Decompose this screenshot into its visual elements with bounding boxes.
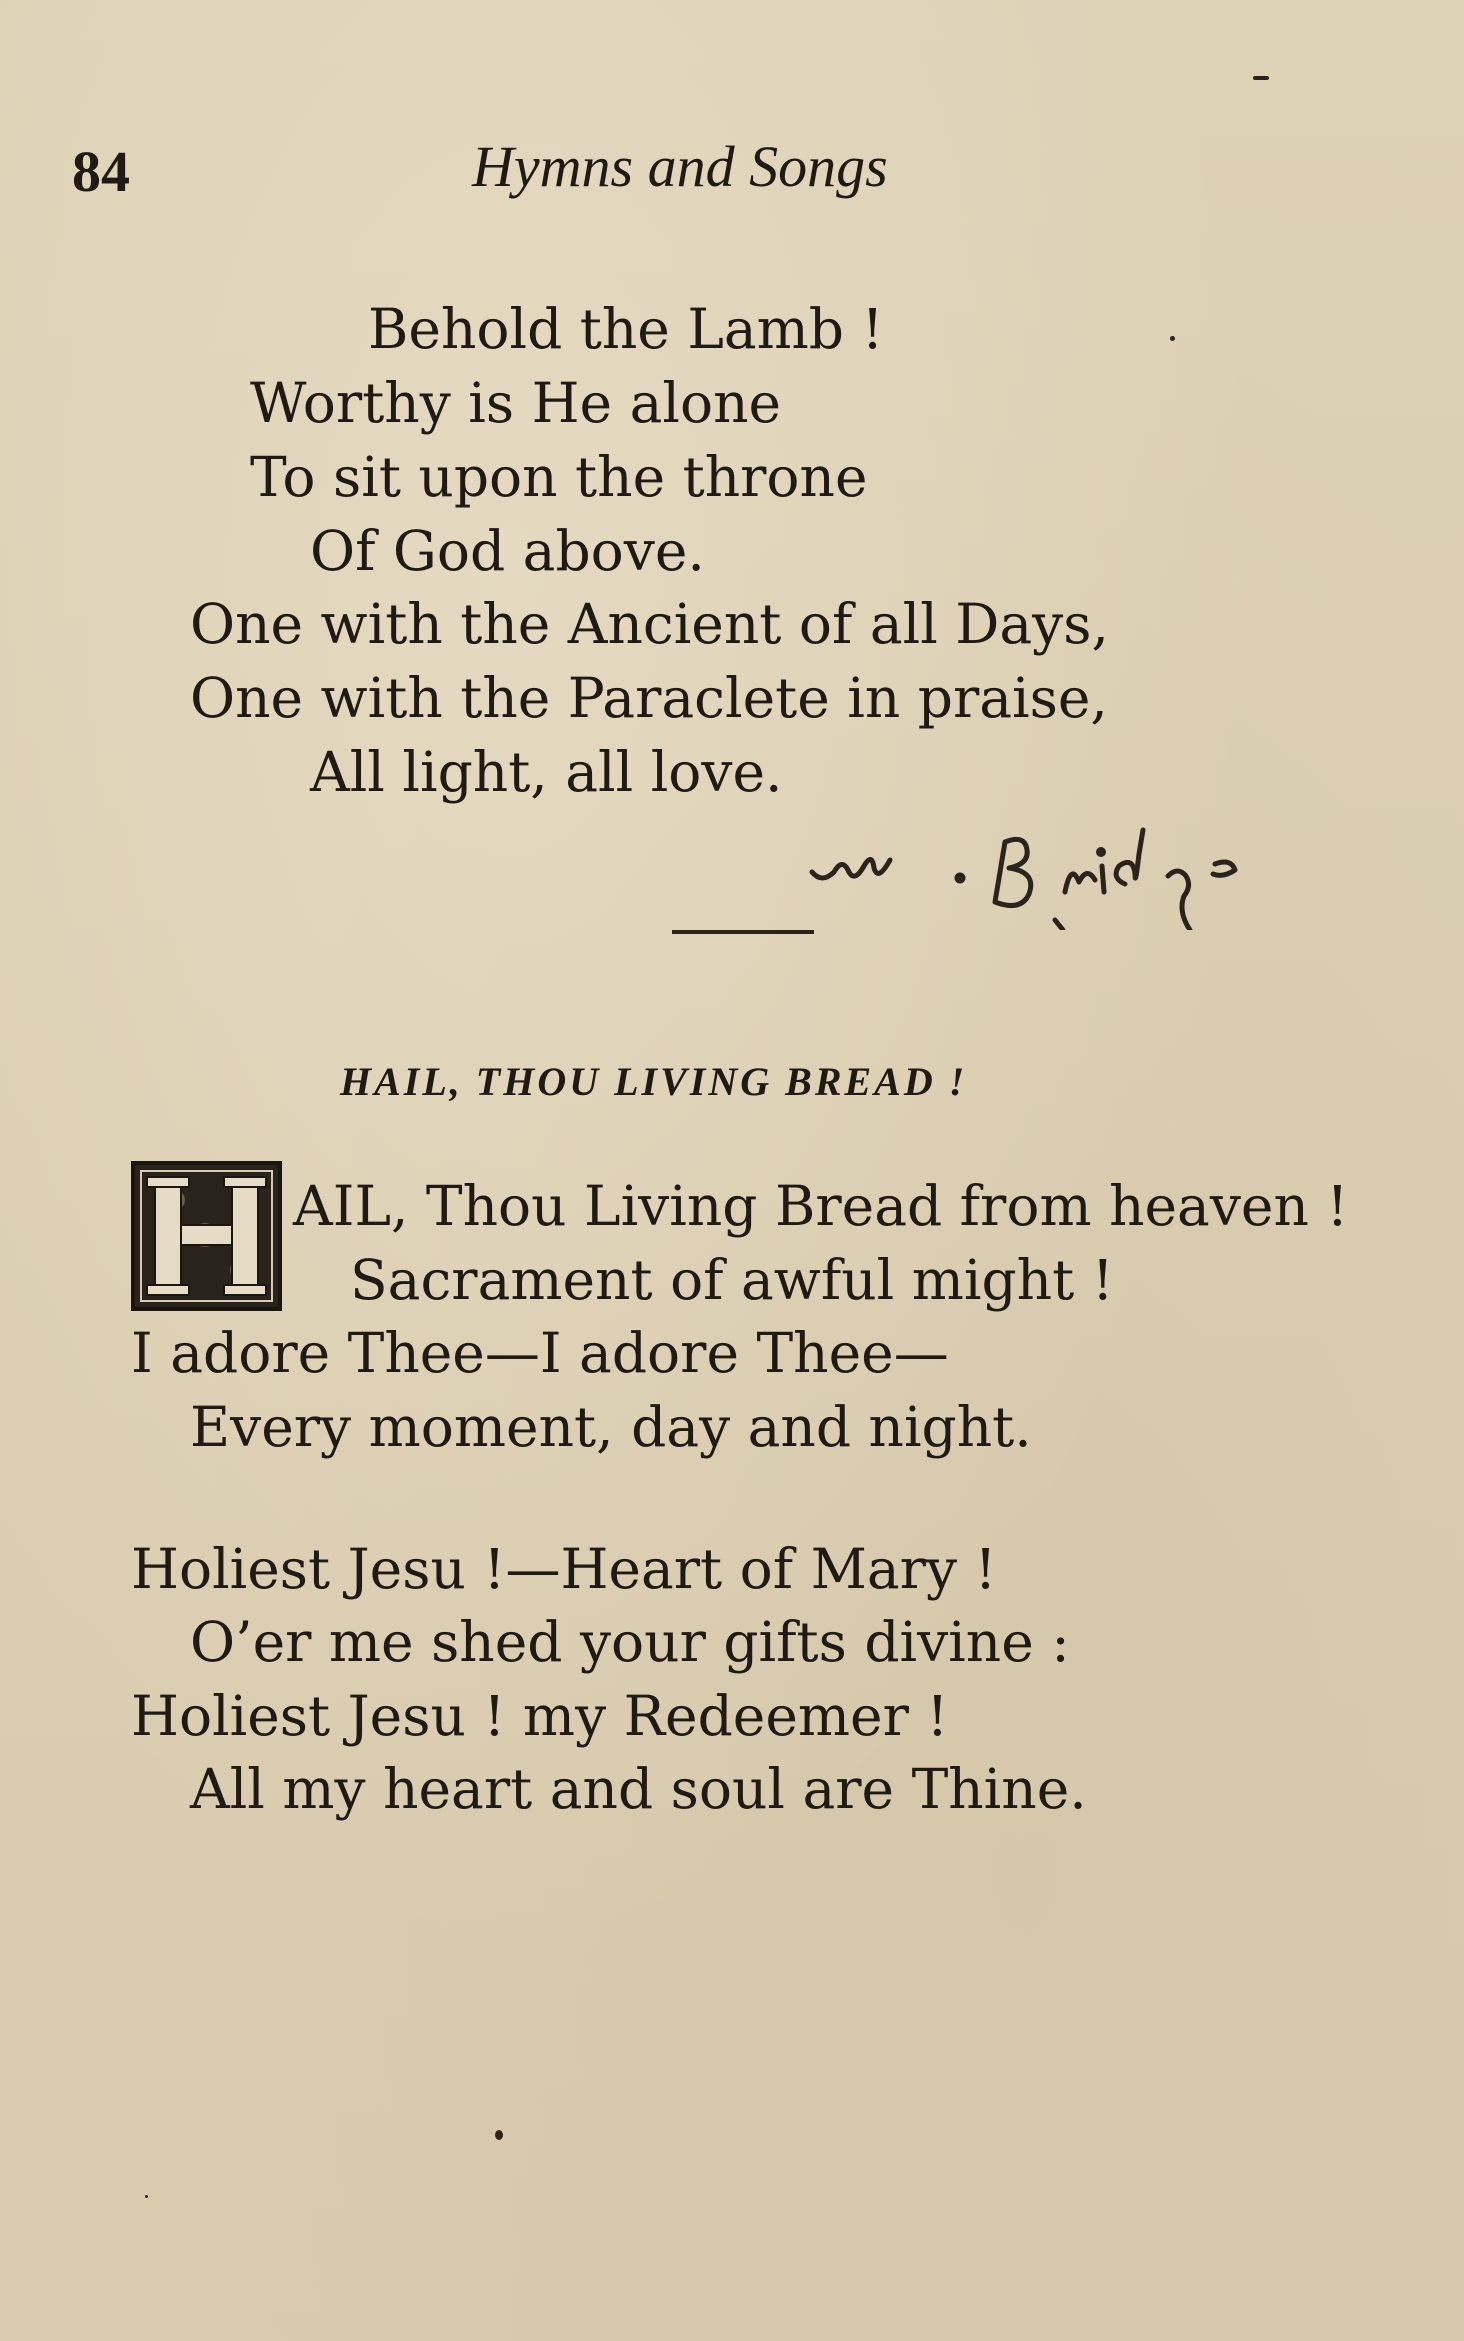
poem-one-line: Of God above. <box>310 519 705 583</box>
poem-one-line: All light, all love. <box>310 740 783 804</box>
poem-one-line: To sit upon the throne <box>250 445 868 509</box>
print-speck <box>1170 336 1175 341</box>
author-signature <box>800 820 1390 930</box>
hymn-title: HAIL, THOU LIVING BREAD ! <box>340 1059 968 1104</box>
stanza-one-line: Every moment, day and night. <box>190 1395 1032 1459</box>
poem-one-line: Worthy is He alone <box>250 371 782 435</box>
print-speck <box>1253 76 1269 80</box>
stanza-one-line: I adore Thee—I adore Thee— <box>131 1321 949 1385</box>
stanza-one-line: Sacrament of awful might ! <box>350 1248 1114 1312</box>
ornamental-drop-cap <box>131 1161 282 1311</box>
stanza-two-line: All my heart and soul are Thine. <box>190 1757 1087 1821</box>
stanza-two-line: Holiest Jesu ! my Redeemer ! <box>131 1684 949 1748</box>
print-speck <box>495 2130 503 2140</box>
section-divider <box>672 930 814 934</box>
poem-one-line: Behold the Lamb ! <box>368 297 884 361</box>
stanza-two-line: Holiest Jesu !—Heart of Mary ! <box>131 1537 997 1601</box>
stanza-one-line: AIL, Thou Living Bread from heaven ! <box>293 1174 1349 1238</box>
poem-one-line: One with the Ancient of all Days, <box>190 592 1109 656</box>
page-number: 84 <box>72 139 130 204</box>
poem-one-line: One with the Paraclete in praise, <box>190 666 1108 730</box>
stanza-two-line: O’er me shed your gifts divine : <box>190 1610 1070 1674</box>
running-title: Hymns and Songs <box>472 134 888 199</box>
print-speck <box>145 2195 148 2198</box>
